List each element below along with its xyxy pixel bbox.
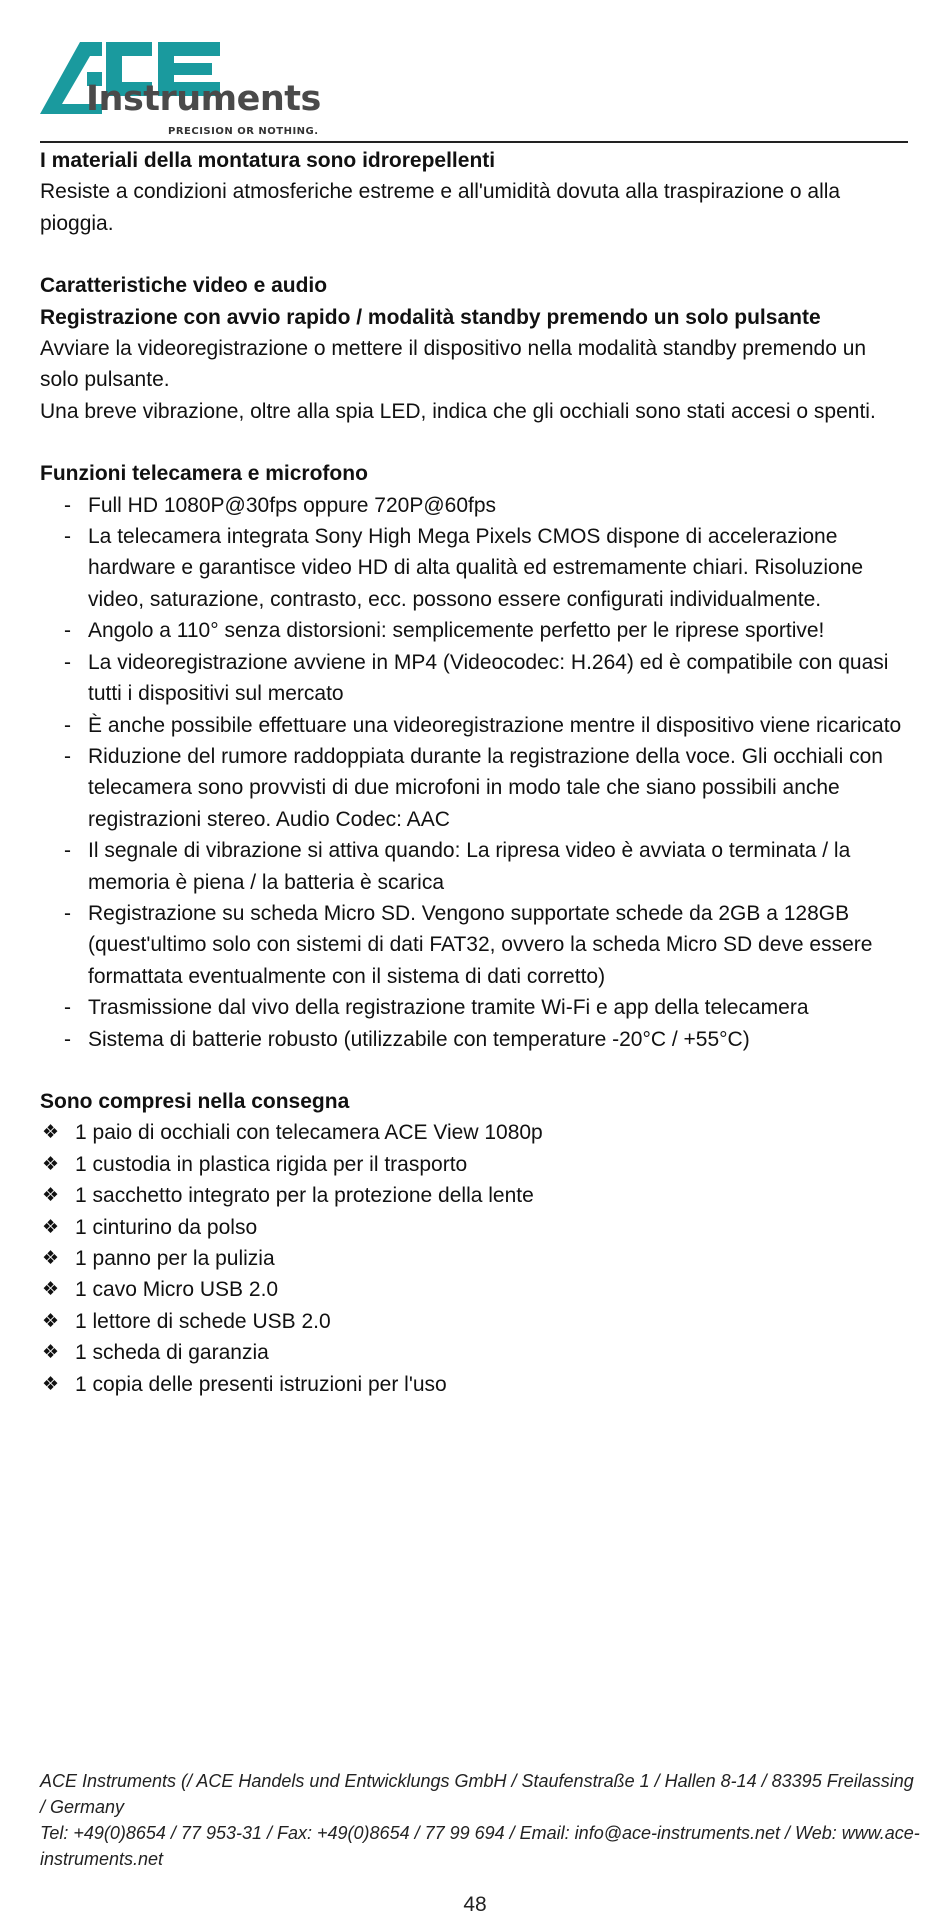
quick-start-heading: Registrazione con avvio rapido / modalità standby premendo un solo pulsante (40, 305, 821, 329)
list-item-text: 1 cavo Micro USB 2.0 (75, 1278, 279, 1302)
list-item: - Trasmissione dal vivo della registrazione tramite Wi-Fi e app della telecamera (40, 992, 910, 1023)
header-divider (40, 141, 908, 143)
list-item-text: 1 sacchetto integrato per la protezione della lente (75, 1184, 534, 1208)
diamond-bullet-icon: ❖ (42, 1122, 60, 1144)
logo-instruments-wordmark: Instruments (86, 79, 321, 119)
list-item (40, 1337, 910, 1368)
footer-contact: Tel: +49(0)8654 / 77 953-31 / Fax: +49(0)8654 / 77 99 694 / Email: info@ace-instruments.net / Web: www.ace-instruments.net (40, 1823, 920, 1869)
materials-text: Resiste a condizioni atmosferiche estreme e all'umidità dovuta alla traspirazione o alla pioggia. (40, 180, 841, 235)
list-item (40, 1212, 910, 1243)
list-item (40, 1180, 910, 1211)
diamond-bullet-icon: ❖ (42, 1216, 60, 1238)
vibration-text: Una breve vibrazione, oltre alla spia LED, indica che gli occhiali sono stati accesi o spenti. (40, 399, 876, 423)
list-item (40, 1369, 910, 1400)
page-footer (40, 1768, 920, 1872)
diamond-bullet-icon: ❖ (42, 1185, 60, 1207)
diamond-bullet-icon: ❖ (42, 1373, 60, 1395)
list-item: - Riduzione del rumore raddoppiata durante la registrazione della voce. Gli occhiali con telecamera sono provvisti di due microfoni in modo tale che siano possibili anche registrazioni stereo. Audio Codec: AAC (40, 741, 910, 835)
logo-tagline: PRECISION OR NOTHING. (168, 126, 319, 137)
list-item (40, 1243, 910, 1274)
diamond-bullet-icon: ❖ (42, 1310, 60, 1332)
page-number: 48 (463, 1893, 487, 1916)
list-item-text: 1 custodia in plastica rigida per il trasporto (75, 1152, 468, 1176)
diamond-bullet-icon: ❖ (42, 1248, 60, 1269)
delivery-items-list (40, 1117, 910, 1400)
footer-address: ACE Instruments (/ ACE Handels und Entwicklungs GmbH / Staufenstraße 1 / Hallen 8-14 / 83395 Freilassing / Germany (40, 1771, 914, 1817)
list-item (40, 1117, 910, 1148)
list-item-text: 1 paio di occhiali con telecamera ACE View 1080p (75, 1121, 543, 1145)
list-item (40, 1306, 910, 1337)
camera-features-list (40, 490, 910, 1055)
delivery-heading: Sono compresi nella consegna (40, 1089, 350, 1113)
list-item (40, 1149, 910, 1180)
list-item-text: 1 scheda di garanzia (75, 1341, 269, 1365)
list-item: - La videoregistrazione avviene in MP4 (Videocodec: H.264) ed è compatibile con quasi tutti i dispositivi sul mercato (40, 647, 910, 710)
list-item: - È anche possibile effettuare una videoregistrazione mentre il dispositivo viene ricaricato (40, 710, 910, 741)
list-item: - Il segnale di vibrazione si attiva quando: La ripresa video è avviata o terminata / la memoria è piena / la batteria è scarica (40, 835, 910, 898)
list-item-text: 1 cinturino da polso (75, 1215, 258, 1239)
quick-start-text: Avviare la videoregistrazione o mettere il dispositivo nella modalità standby premendo un solo pulsante. (40, 337, 867, 392)
list-item-text: 1 lettore di schede USB 2.0 (75, 1309, 331, 1333)
camera-heading: Funzioni telecamera e microfono (40, 462, 368, 486)
list-item: - La telecamera integrata Sony High Mega Pixels CMOS dispone di accelerazione hardware e garantisce video HD di alta qualità ed estremamente chiari. Risoluzione video, saturazione, contrasto, ecc. possono essere configurati individualmente. (40, 521, 910, 615)
materials-heading: I materiali della montatura sono idrorepellenti (40, 149, 496, 172)
list-item-text: 1 copia delle presenti istruzioni per l'uso (75, 1372, 447, 1396)
video-audio-heading: Caratteristiche video e audio (40, 274, 328, 298)
list-item-text: 1 panno per la pulizia (75, 1247, 275, 1270)
list-item: - Angolo a 110° senza distorsioni: semplicemente perfetto per le riprese sportive! (40, 615, 910, 646)
diamond-bullet-icon: ❖ (42, 1153, 60, 1175)
list-item: - Sistema di batterie robusto (utilizzabile con temperature -20°C / +55°C) (40, 1024, 910, 1055)
list-item (40, 1274, 910, 1305)
list-item: - Full HD 1080P@30fps oppure 720P@60fps (40, 490, 910, 521)
diamond-bullet-icon: ❖ (42, 1342, 60, 1364)
diamond-bullet-icon: ❖ (42, 1279, 60, 1301)
document-body (40, 145, 910, 1400)
list-item: - Registrazione su scheda Micro SD. Vengono supportate schede da 2GB a 128GB (quest'ultimo solo con sistemi di dati FAT32, ovvero la scheda Micro SD deve essere formattata eventualmente con il sistema di dati corretto) (40, 898, 910, 992)
